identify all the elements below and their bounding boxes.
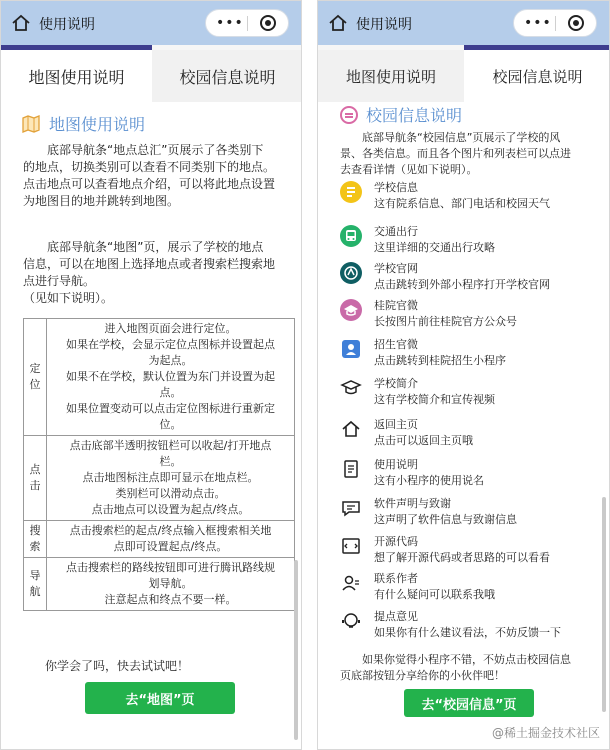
document-icon [340,458,362,480]
icon-shape [340,535,362,557]
official-site-icon [340,262,362,284]
row-heading [24,558,47,611]
go-to-map-button[interactable]: 去“地图”页 [85,682,235,714]
list-item-description: 长按图片前往桂院官方公众号 [374,315,517,328]
row-heading [24,319,47,436]
row-heading-char: 导 [29,569,41,582]
icon-shape [340,225,362,247]
icon-shape [343,422,359,436]
list-item-description: 如果你有什么建议看法，不妨反馈一下 [374,626,561,639]
table-row [24,319,295,436]
home-icon[interactable] [11,13,31,33]
list-item-description: 有什么疑问可以联系我哦 [374,588,495,601]
open-source-icon [340,535,362,557]
text-line: 景、各类信息。而且各个图片和列表栏可以点进 [340,147,571,160]
admission-icon [340,338,362,360]
watermark: @稀土掘金技术社区 [491,726,600,740]
icon-shape [340,338,362,360]
list-item-description: 这有学校简介和宣传视频 [374,393,495,406]
more-icon[interactable]: ••• [524,15,552,31]
table-row [24,436,295,521]
text-line: （见如下说明）。 [23,291,114,305]
scrollbar[interactable] [602,497,606,712]
icon-shape [340,299,362,321]
home-icon [340,418,362,440]
capsule-divider [247,16,248,31]
row-heading-char: 定 [29,362,41,375]
tab-bar [318,50,609,102]
row-content [47,521,295,558]
text-line: 信息，可以在地图上选择地点或者搜索栏搜索地 [23,257,276,271]
icon-shape [340,418,362,440]
icon-shape [345,614,357,626]
list-item-title: 使用说明 [374,458,418,471]
nav-bar [318,1,609,45]
row-content [47,319,295,436]
tab-bar [1,50,301,102]
row-heading-char: 点 [29,463,41,476]
row-content-line: 进入地图页面会进行定位。 [104,322,237,335]
list-item-description: 点击可以返回主页哦 [374,434,473,447]
list-item-title: 学校简介 [374,377,418,390]
icon-shape [353,238,355,240]
icon-shape [340,610,362,632]
list-item-title: 开源代码 [374,535,418,548]
icon-shape [340,225,362,247]
row-content-line: 为起点。 [148,354,193,367]
row-content-line: 注意起点和终点不要一样。 [104,593,237,606]
icon-shape [340,572,362,594]
row-content-line: 点击搜索栏的起点/终点输入框搜索相关地 [69,524,272,537]
row-heading-char: 索 [29,540,41,553]
row-content-line: 点击地点可以设置为起点/终点。 [91,503,250,516]
list-item-description: 这里详细的交通出行攻略 [374,241,495,254]
row-content-line: 点击搜索栏的路线按钮即可进行腾讯路线规 [66,561,275,574]
contact-icon [340,572,362,594]
list-item-title: 软件声明与致谢 [374,497,451,510]
list-item-title: 提点意见 [374,610,418,623]
left-screen [0,0,302,750]
list-item-title: 返回主页 [374,418,418,431]
icon-shape [343,587,355,591]
text-line: 去查看详情（见如下说明）。 [340,163,478,176]
list-item-description: 点击跳转到桂院招生小程序 [374,354,506,367]
icon-shape [340,181,362,203]
section-header [340,103,462,126]
icon-shape [342,381,360,389]
page-title: 使用说明 [356,17,412,33]
icon-shape [347,506,355,509]
close-mini-program-icon[interactable] [568,15,584,31]
right-screen [317,0,610,750]
row-heading-char: 搜 [29,524,41,537]
row-content-line: 类别栏可以滑动点击。 [115,487,226,500]
text-line: 的地点，切换类别可以查看不同类别下的地点。 [23,160,276,174]
row-heading-char: 航 [29,585,41,598]
icon-shape [348,269,354,275]
row-content-line: 划导航。 [148,577,193,590]
icon-shape [345,544,357,548]
icon-shape [348,466,354,472]
home-icon[interactable] [328,13,348,33]
feedback-icon [340,610,362,632]
list-item-description: 这声明了软件信息与致谢信息 [374,513,517,526]
row-content-line: 点击地图标注点即可显示在地点栏。 [82,471,259,484]
icon-shape [340,497,362,519]
section-header [21,112,145,135]
icon-shape [346,577,353,584]
row-content-line: 如果位置变动可以点击定位图标进行重新定 [66,402,275,415]
list-item-description: 想了解开源代码或者思路的可以看看 [374,551,550,564]
map-icon [21,114,41,134]
list-item-title: 联系作者 [374,572,418,585]
close-mini-program-icon[interactable] [260,15,276,31]
more-icon[interactable]: ••• [216,15,244,31]
icon-shape [340,262,362,284]
text-line: 如果你觉得小程序不错，不妨点击校园信息 [362,653,571,666]
text-line: 点击地点可以查看地点介绍，可以将此地点设置 [23,177,276,191]
row-content-line: 如果在学校，会显示定位点图标并设置起点 [66,338,275,351]
row-heading [24,521,47,558]
section-title: 校园信息说明 [366,106,463,125]
icon-shape [347,188,355,196]
icon-shape [355,581,359,584]
row-content-line: 如果不在学校，默认位置为东门并设置为起 [66,370,275,383]
capsule-divider [555,16,556,31]
list-item-title: 交通出行 [374,225,418,238]
icon-shape [348,344,354,350]
tab-map-guide[interactable]: 地图使用说明 [1,50,152,102]
tab-campus-info[interactable]: 校园信息说明 [152,50,302,102]
row-content-line: 栏。 [159,455,182,468]
tab-campus-info[interactable]: 校园信息说明 [464,50,610,102]
text-line: 底部导航条“校园信息”页展示了学校的风 [362,131,561,144]
go-to-campus-info-button[interactable]: 去“校园信息”页 [404,689,534,717]
list-item-title: 学校官网 [374,262,418,275]
icon-shape [348,238,350,240]
graduation-cap-icon [340,377,362,399]
list-item-title: 招生官微 [374,338,418,351]
section-title: 地图使用说明 [49,115,146,134]
nav-bar [1,1,301,45]
list-item-title: 学校信息 [374,181,418,194]
text-line: 底部导航条“地点总汇”页展示了各类别下 [47,143,264,157]
row-content-line: 点即可设置起点/终点。 [113,540,228,553]
tab-map-guide[interactable]: 地图使用说明 [318,50,464,102]
school-info-icon [340,181,362,203]
row-heading-char: 位 [29,378,41,391]
text-line: 页底部按钮分享给你的小伙伴吧！ [340,669,505,682]
list-item-description: 点击跳转到外部小程序打开学校官网 [374,278,550,291]
closing-text: 你学会了吗，快去试试吧！ [45,659,190,673]
icon-shape [344,305,358,313]
closing-text [340,652,602,684]
text-line: 底部导航条“地图”页，展示了学校的地点 [47,240,264,254]
message-icon [340,497,362,519]
intro-paragraph [340,130,602,178]
icon-shape [340,377,362,399]
row-heading [24,436,47,521]
table-row [24,558,295,611]
row-content [47,558,295,611]
text-line: 为地图目的地并跳转到地图。 [23,194,180,208]
list-item-description: 这有小程序的使用说名 [374,474,484,487]
tab-content [318,102,609,749]
icon-shape [340,458,362,480]
icon-shape [340,299,362,321]
table-row [24,521,295,558]
wechat-official-icon [340,299,362,321]
tab-content [1,102,301,749]
mini-program-capsule [205,9,289,37]
icon-shape [340,262,362,284]
row-content-line: 点击底部半透明按钮栏可以收起/打开地点 [69,439,272,452]
scrollbar[interactable] [294,560,298,740]
row-heading-char: 击 [29,479,41,492]
instruction-table [23,318,295,611]
text-line: 点进行导航。 [23,274,96,288]
mini-program-capsule [513,9,597,37]
icon-shape [348,232,355,236]
row-content-line: 位。 [159,418,182,431]
row-content-line: 点。 [159,386,182,399]
list-item-description: 这有院系信息、部门电话和校园天气 [374,197,550,210]
page-title: 使用说明 [39,17,95,33]
campus-info-icon [340,106,358,124]
bus-icon [340,225,362,247]
row-content [47,436,295,521]
icon-shape [340,181,362,203]
intro-paragraph-1 [23,142,293,210]
list-item-title: 桂院官微 [374,299,418,312]
intro-paragraph-2 [23,239,293,307]
